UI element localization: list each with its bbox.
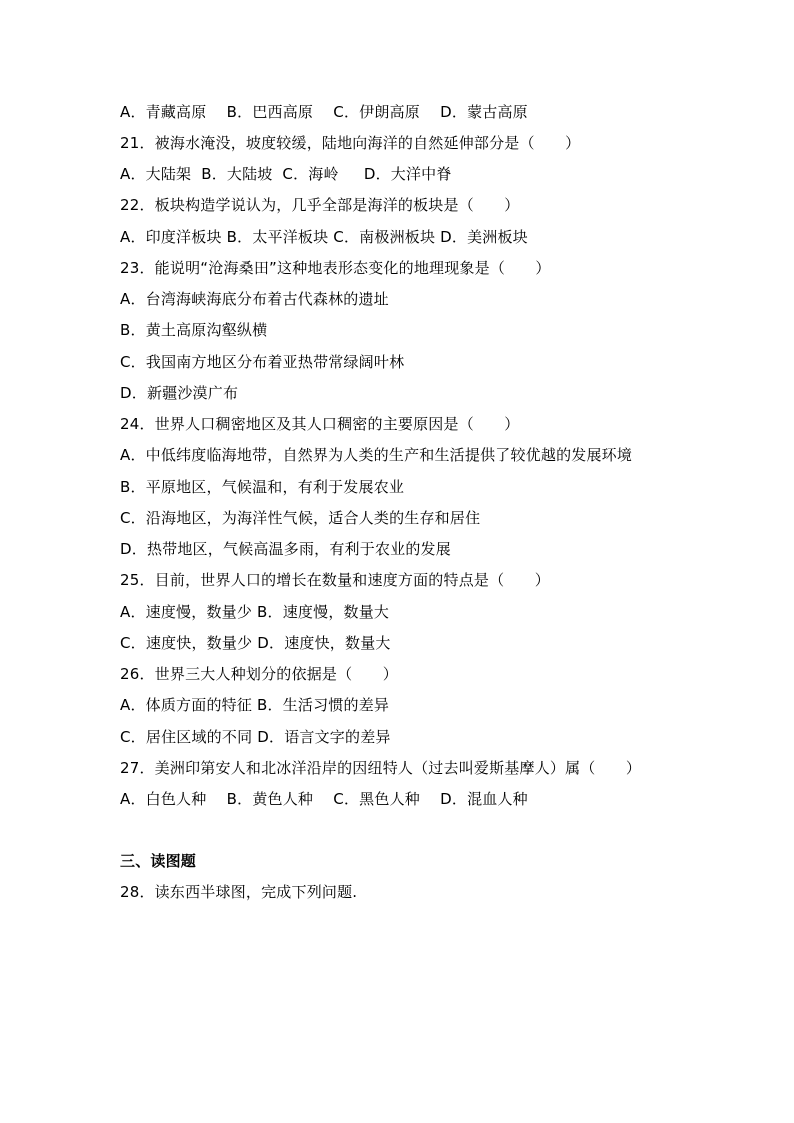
- q21-options: A．大陆架 B．大陆坡 C．海岭 D．大洋中脊: [120, 165, 452, 183]
- q23-option-b: B．黄土高原沟壑纵横: [120, 321, 268, 339]
- section-heading: 三、读图题: [120, 852, 197, 870]
- q27-stem: 27．美洲印第安人和北冰洋沿岸的因纽特人（过去叫爱斯基摩人）属（ ）: [120, 759, 642, 777]
- q26-options-ab: A．体质方面的特征 B．生活习惯的差异: [120, 696, 390, 714]
- q25-stem: 25．目前，世界人口的增长在数量和速度方面的特点是（ ）: [120, 571, 550, 589]
- q28-stem: 28．读东西半球图，完成下列问题.: [120, 883, 358, 901]
- q20-options: A．青藏高原 B．巴西高原 C．伊朗高原 D．蒙古高原: [120, 103, 528, 121]
- q23-option-d: D．新疆沙漠广布: [120, 384, 239, 402]
- q23-stem: 23．能说明“沧海桑田”这种地表形态变化的地理现象是（ ）: [120, 259, 551, 277]
- q26-options-cd: C．居住区域的不同 D．语言文字的差异: [120, 728, 391, 746]
- q24-option-d: D．热带地区，气候高温多雨，有利于农业的发展: [120, 540, 451, 558]
- q27-options: A．白色人种 B．黄色人种 C．黑色人种 D．混血人种: [120, 790, 528, 808]
- q26-stem: 26．世界三大人种划分的依据是（ ）: [120, 665, 398, 683]
- q24-stem: 24．世界人口稠密地区及其人口稠密的主要原因是（ ）: [120, 415, 520, 433]
- q25-options-cd: C．速度快，数量少 D．速度快，数量大: [120, 634, 391, 652]
- q21-stem: 21．被海水淹没，坡度较缓，陆地向海洋的自然延伸部分是（ ）: [120, 134, 581, 152]
- q23-option-c: C．我国南方地区分布着亚热带常绿阔叶林: [120, 353, 405, 371]
- q25-options-ab: A．速度慢，数量少 B．速度慢，数量大: [120, 603, 390, 621]
- q22-stem: 22．板块构造学说认为，几乎全部是海洋的板块是（ ）: [120, 196, 520, 214]
- q22-options: A．印度洋板块 B．太平洋板块 C．南极洲板块 D．美洲板块: [120, 228, 528, 246]
- q24-option-c: C．沿海地区，为海洋性气候，适合人类的生存和居住: [120, 509, 481, 527]
- q24-option-a: A．中低纬度临海地带，自然界为人类的生产和生活提供了较优越的发展环境: [120, 446, 633, 464]
- q24-option-b: B．平原地区，气候温和，有利于发展农业: [120, 478, 405, 496]
- q23-option-a: A．台湾海峡海底分布着古代森林的遗址: [120, 290, 389, 308]
